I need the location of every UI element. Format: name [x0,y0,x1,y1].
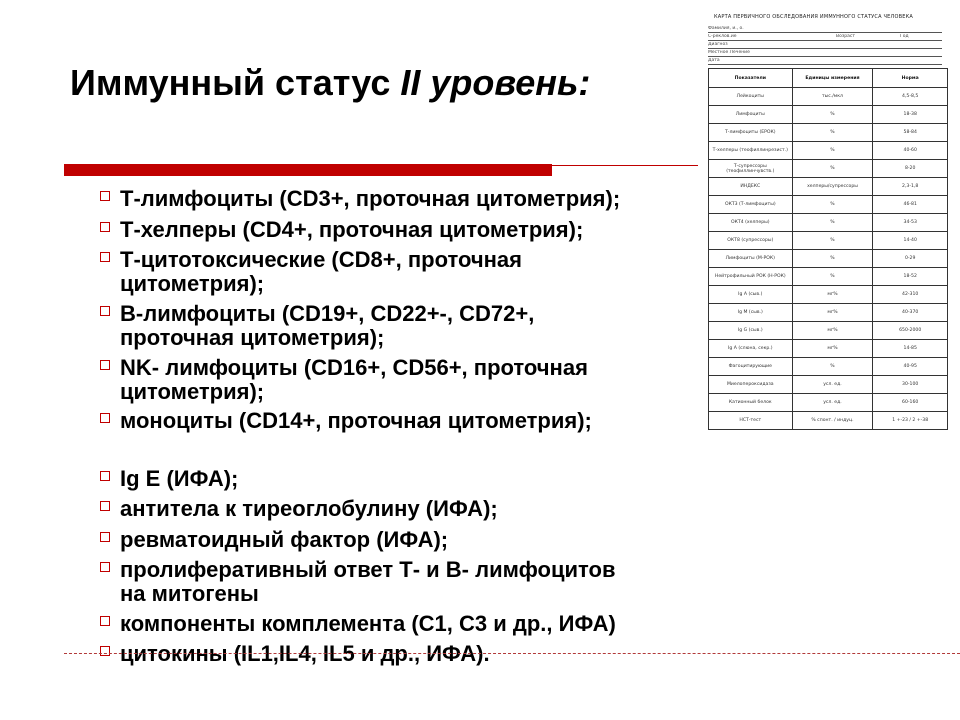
form-table-cell: 14-85 [873,340,948,358]
form-table-cell: 40-370 [873,304,948,322]
form-table-cell: 14-40 [873,232,948,250]
form-table-cell: НСТ-тест [709,412,793,430]
form-table-cell: % [792,268,873,286]
form-table-cell: 1 +-23 / 2 +-38 [873,412,948,430]
bottom-divider [64,653,960,654]
form-table-row [709,178,948,196]
form-table-cell: ИНДЕКС [709,178,793,196]
form-table-row [709,214,948,232]
square-bullet-icon [100,306,110,316]
form-header-row [708,58,942,65]
form-table-cell: Миелопероксидаза [709,376,793,394]
list-item-text: В-лимфоциты (CD19+, CD22+-, CD72+, проточная цитометрия); [120,301,535,350]
form-table-cell: Нейтрофильный РОК (Н-РОК) [709,268,793,286]
form-title: КАРТА ПЕРВИЧНОГО ОБСЛЕДОВАНИЯ ИММУННОГО СТАТУСА ЧЕЛОВЕКА [714,14,913,20]
form-table-cell: 60-160 [873,394,948,412]
form-header-row [708,34,942,41]
form-table-cell: Лимфоциты [709,106,793,124]
form-table-cell: мг% [792,322,873,340]
square-bullet-icon [100,501,110,511]
form-table-cell: Т-лимфоциты (ЕРОК) [709,124,793,142]
form-table-cell: Лейкоциты [709,88,793,106]
form-header-label: Местное Лечение [708,50,750,55]
form-table-cell: мг% [792,286,873,304]
form-table-cell: 40-60 [873,142,948,160]
form-table-cell: % спонт. / индуц. [792,412,873,430]
form-table-cell: % [792,106,873,124]
form-header [708,26,942,66]
form-table-row [709,340,948,358]
list-item-text: антитела к тиреоглобулину (ИФА); [120,496,498,521]
form-table-cell: тыс./мкл [792,88,873,106]
form-table-cell: 18-38 [873,106,948,124]
form-table-cell: 30-100 [873,376,948,394]
form-table-cell: Т-супрессоры (теофиллинчувств.) [709,160,793,178]
form-table-cell: Ig A (слюна, секр.) [709,340,793,358]
form-table-cell: ОКТ3 (Т-лимфоциты) [709,196,793,214]
square-bullet-icon [100,252,110,262]
form-table-row [709,268,948,286]
list-item-text: компоненты комплемента (С1, С3 и др., ИФА) [120,611,616,636]
form-table-cell: 18-52 [873,268,948,286]
list-item-text: моноциты (CD14+, проточная цитометрия); [120,408,592,433]
form-table-cell: Катионный белок [709,394,793,412]
form-header-row [708,50,942,57]
form-table-cell: ОКТ4 (хелперы) [709,214,793,232]
form-table-row [709,358,948,376]
form-table-cell: 2,3-1,8 [873,178,948,196]
form-col-header: Показатели [709,69,793,88]
form-header-label: С-реклов.ие [708,34,737,39]
square-bullet-icon [100,471,110,481]
form-table-row [709,232,948,250]
form-table-row [709,142,948,160]
form-table-row [709,106,948,124]
form-table-cell: % [792,232,873,250]
form-table-cell: % [792,250,873,268]
form-table-cell: 650-2000 [873,322,948,340]
form-table-cell: мг% [792,340,873,358]
accent-line [552,165,712,166]
form-table-row [709,124,948,142]
square-bullet-icon [100,413,110,423]
form-header-mid: Возраст [836,34,855,39]
form-header-right: Год [900,34,909,39]
form-table-cell: 46-81 [873,196,948,214]
square-bullet-icon [100,360,110,370]
list-item-text: Т-хелперы (CD4+, проточная цитометрия); [120,217,584,242]
form-table-cell: Фагоцитирующие [709,358,793,376]
square-bullet-icon [100,191,110,201]
form-table-cell: усл. ед. [792,376,873,394]
form-table-cell: % [792,160,873,178]
form-table-row [709,160,948,178]
form-table-cell: усл. ед. [792,394,873,412]
form-table-cell: 34-53 [873,214,948,232]
form-table-cell: Т-хелперы (теофиллинрезист.) [709,142,793,160]
list-item-text: Т-цитотоксические (CD8+, проточная цитометрия); [120,247,522,296]
form-table-cell: Лимфоциты (М-РОК) [709,250,793,268]
form-table-row [709,304,948,322]
form-table-row [709,394,948,412]
scanned-form-image [698,6,950,423]
page-title [70,62,590,104]
list-item-text: цитокины (IL1,IL4, IL5 и др., ИФА). [120,641,490,666]
square-bullet-icon [100,646,110,656]
form-table-cell: 8-20 [873,160,948,178]
square-bullet-icon [100,532,110,542]
form-table-cell: 42-310 [873,286,948,304]
form-table-row [709,286,948,304]
form-table-cell: 58-84 [873,124,948,142]
form-table-row [709,196,948,214]
form-header-row [708,42,942,49]
title-main: Иммунный статус [70,62,401,103]
form-table-cell: Ig A (сыв.) [709,286,793,304]
form-col-header: Единицы измерения [792,69,873,88]
form-table-cell: Ig M (сыв.) [709,304,793,322]
list-item-text: Ig E (ИФА); [120,466,239,491]
form-table-cell: 4,5-8,5 [873,88,948,106]
square-bullet-icon [100,562,110,572]
form-table-row [709,412,948,430]
title-emphasis: II уровень: [400,62,591,103]
form-table-cell: % [792,358,873,376]
form-table-cell: % [792,124,873,142]
accent-bar [64,164,552,176]
form-col-header: Норма [873,69,948,88]
form-header-label: Фамилия, и., о. [708,26,744,31]
list-item-text: ревматоидный фактор (ИФА); [120,527,449,552]
square-bullet-icon [100,616,110,626]
square-bullet-icon [100,222,110,232]
form-table-row [709,250,948,268]
list-item-text: Т-лимфоциты (CD3+, проточная цитометрия); [120,186,621,211]
form-table [708,68,948,430]
form-header-row [708,26,942,33]
form-table-row [709,322,948,340]
form-header-label: Дата [708,58,720,63]
form-table-cell: % [792,142,873,160]
form-table-row [709,88,948,106]
form-table-row [709,376,948,394]
form-table-cell: хелперы/супрессоры [792,178,873,196]
list-item-text: пролиферативный ответ Т- и В- лимфоцитов на митогены [120,557,616,606]
form-header-label: Диагноз [708,42,728,47]
form-table-cell: % [792,214,873,232]
form-table-cell: 40-95 [873,358,948,376]
form-table-cell: мг% [792,304,873,322]
form-table-cell: % [792,196,873,214]
list-item-text: NK- лимфоциты (CD16+, CD56+, проточная цитометрия); [120,355,588,404]
form-table-cell: ОКТ8 (супрессоры) [709,232,793,250]
form-table-header-row [709,69,948,88]
form-table-cell: 0-29 [873,250,948,268]
form-table-cell: Ig G (сыв.) [709,322,793,340]
